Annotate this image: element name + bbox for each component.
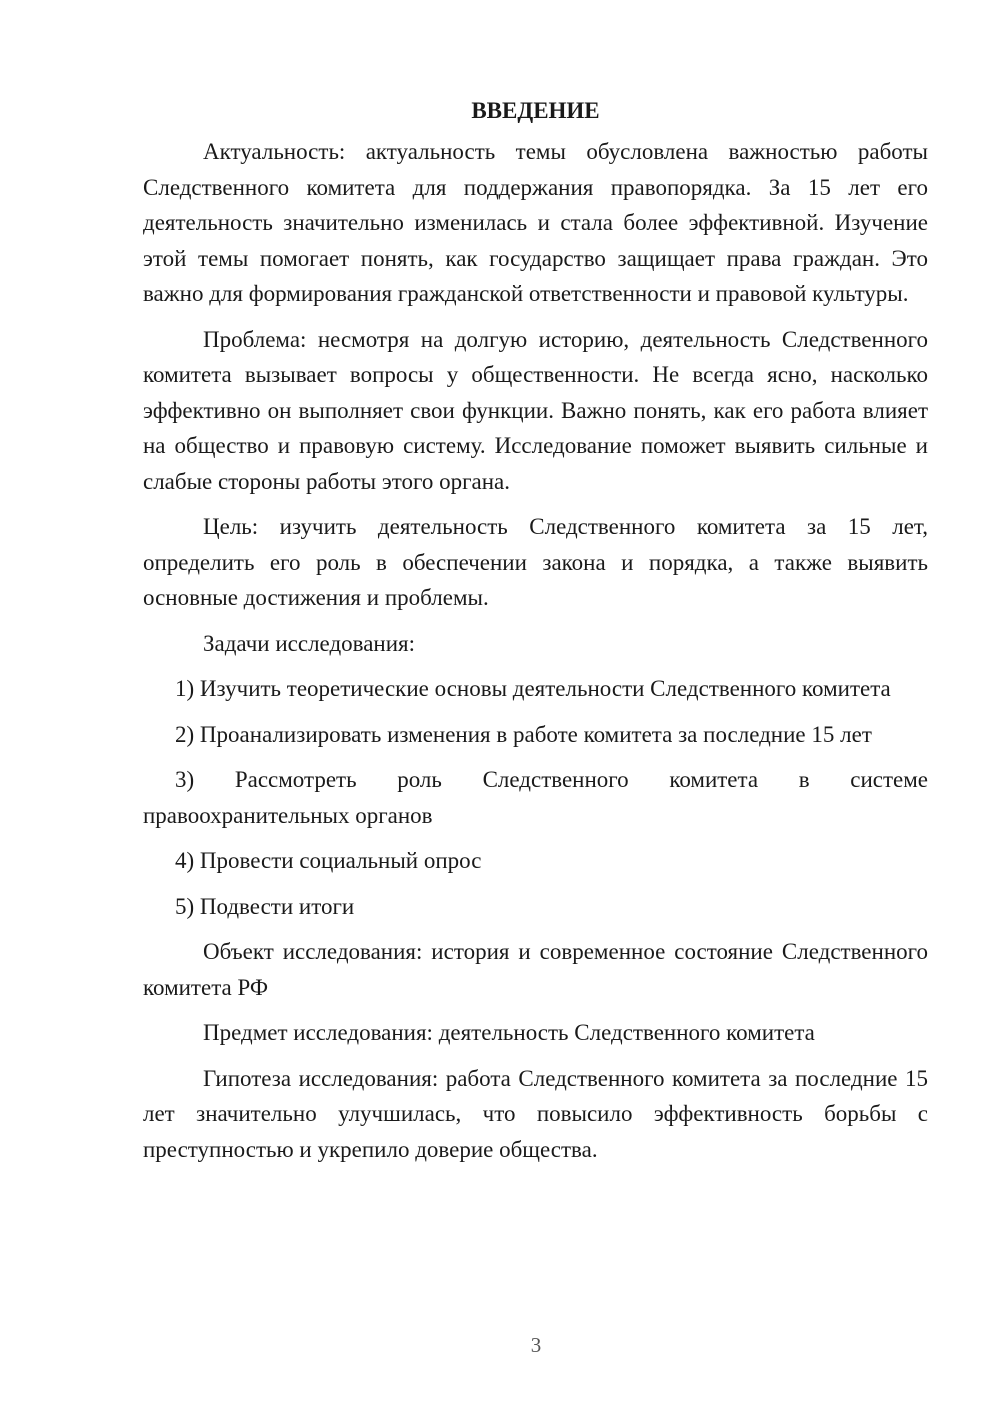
relevance-paragraph: Актуальность: актуальность темы обусловлена важностью работы Следственного комитета для поддержания правопорядка. За 15 лет его деятельность значительно изменилась и стала более эффективной. Изучение этой темы помогает понять, как государство защищает права граждан. Это важно для формирования гражданской ответственности и правовой культуры.	[143, 139, 928, 306]
hypothesis-paragraph: Гипотеза исследования: работа Следственного комитета за последние 15 лет значительно улучшилась, что повысило эффективность борьбы с преступностью и укрепило доверие общества.	[143, 1065, 928, 1162]
goal-paragraph: Цель: изучить деятельность Следственного комитета за 15 лет, определить его роль в обеспечении закона и порядка, а также выявить основные достижения и проблемы.	[143, 514, 928, 610]
object-paragraph: Объект исследования: история и современное состояние Следственного комитета РФ	[143, 939, 928, 1000]
section-title: ВВЕДЕНИЕ	[471, 98, 600, 123]
page-body	[143, 93, 928, 1177]
subject-paragraph: Предмет исследования: деятельность Следственного комитета	[203, 1020, 815, 1045]
tasks-heading: Задачи исследования:	[203, 630, 416, 656]
task-item-5: 5) Подвести итоги	[175, 893, 355, 919]
task-item-4: 4) Провести социальный опрос	[175, 848, 482, 873]
task-item-2: 2) Проанализировать изменения в работе комитета за последние 15 лет	[175, 721, 872, 747]
problem-paragraph: Проблема: несмотря на долгую историю, деятельность Следственного комитета вызывает вопросы у общественности. Не всегда ясно, насколько эффективно он выполняет свои функции. Важно понять, как его работа влияет на общество и правовую систему. Исследование поможет выявить сильные и слабые стороны работы этого органа.	[143, 326, 928, 494]
task-item-1: 1) Изучить теоретические основы деятельности Следственного комитета	[175, 676, 891, 701]
page-number: 3	[530, 1333, 542, 1357]
task-item-3: 3) Рассмотреть роль Следственного комитета в системе правоохранительных органов	[143, 767, 928, 828]
